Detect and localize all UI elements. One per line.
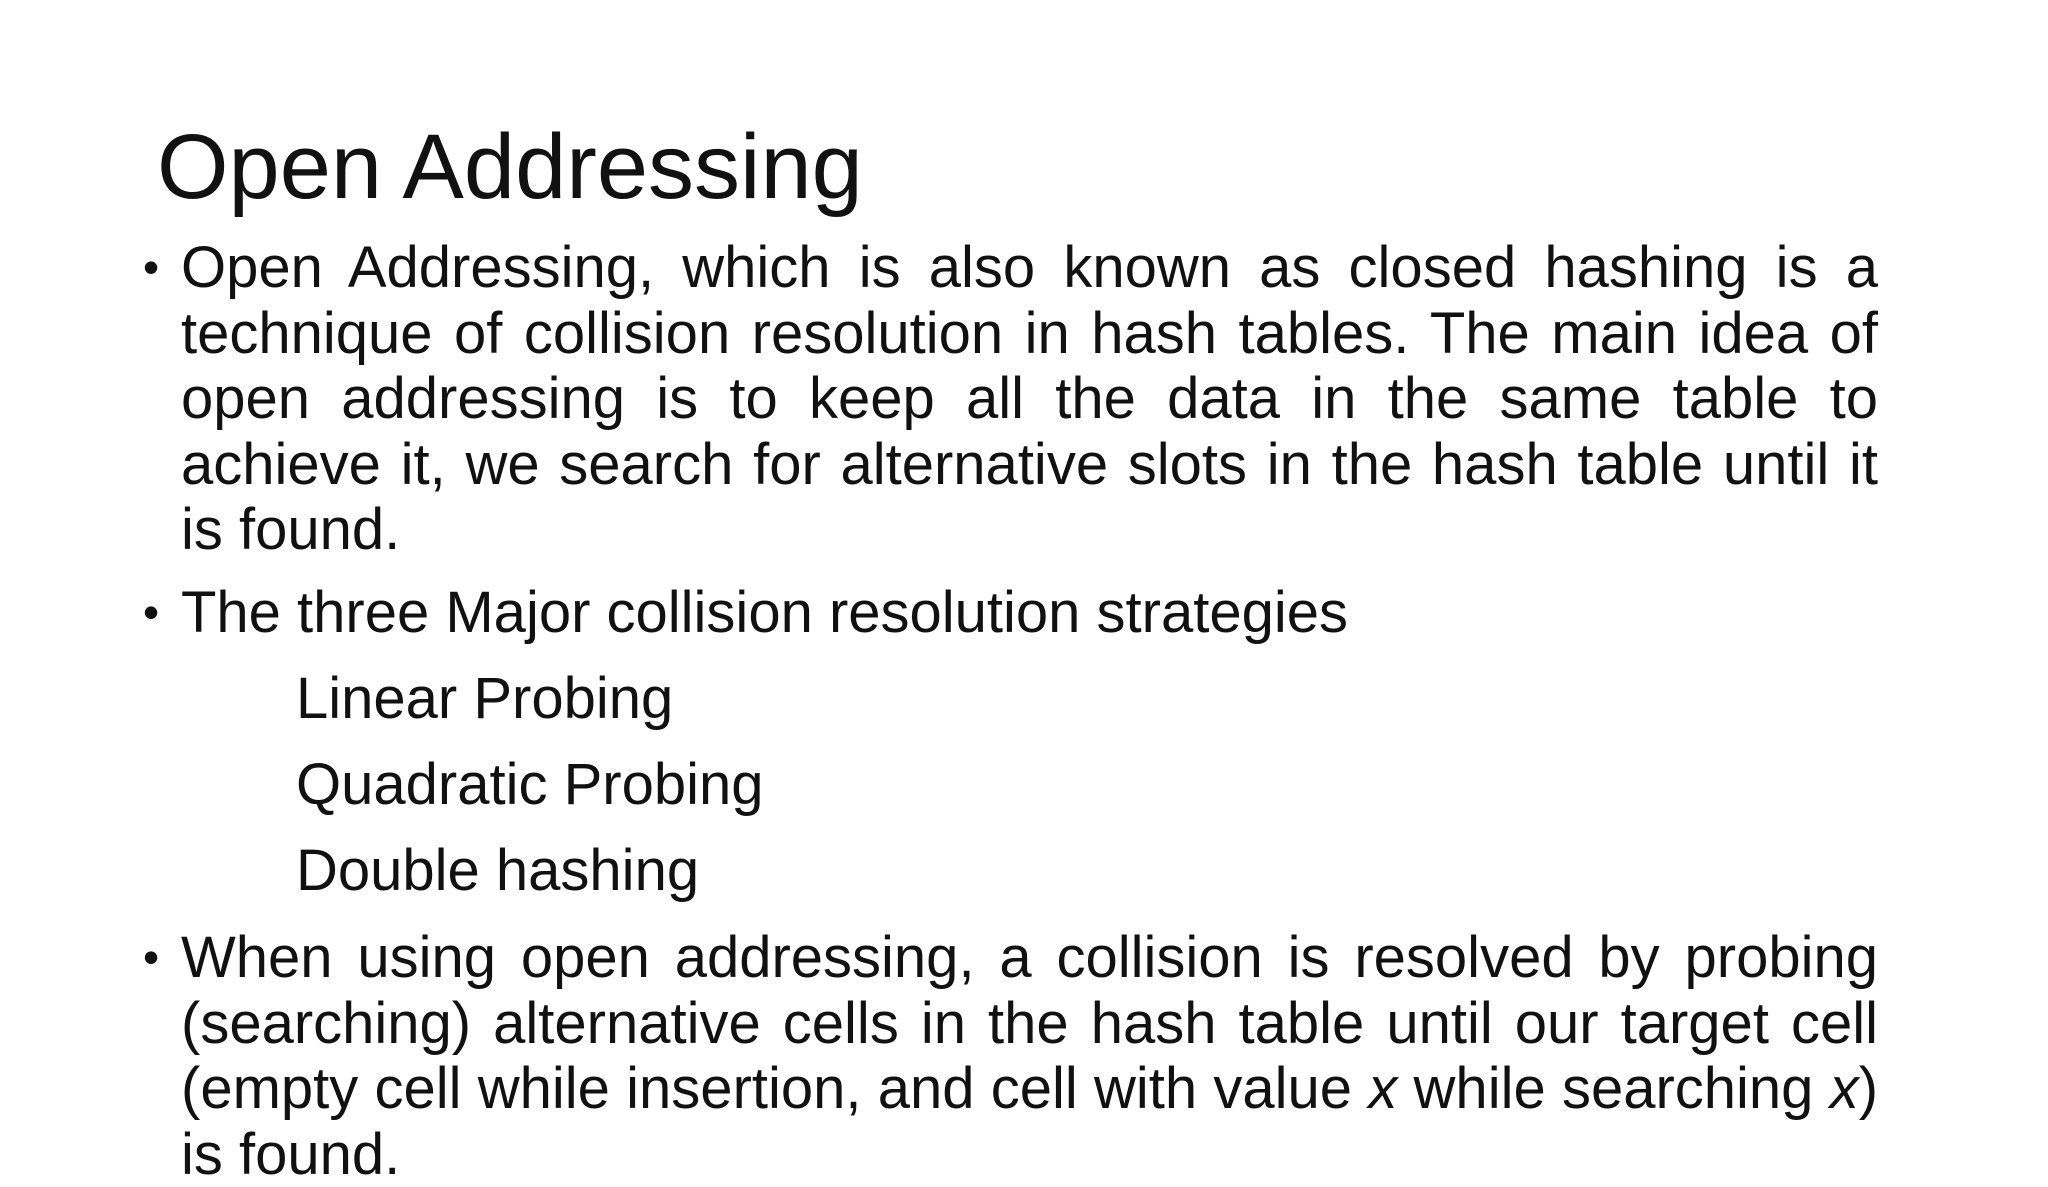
strategy-item-linear-probing: Linear Probing bbox=[296, 666, 674, 731]
bullet-text: Open Addressing, which is also known as closed hashing is a technique of collision resolution in hash tables. The main idea of open addressing is to keep all the data in the same table to achieve it, we search for alternative slots in the hash table until it is found. bbox=[181, 235, 1878, 562]
slide-title: Open Addressing bbox=[157, 116, 863, 218]
bullet-collision-resolution bbox=[143, 925, 1879, 1187]
bullet-text-part: while searching bbox=[1397, 1056, 1830, 1121]
bullet-text: The three Major collision resolution strategies bbox=[181, 580, 1348, 645]
bullet-marker: • bbox=[143, 586, 160, 638]
variable-x: x bbox=[1829, 1056, 1859, 1121]
bullet-text-part: When using open addressing, a collision is resolved by probing (searching) alternative cells in the hash table until our target cell (empty cell while insertion, and cell with value bbox=[181, 925, 1878, 1121]
bullet-marker: • bbox=[143, 241, 160, 293]
variable-x: x bbox=[1368, 1056, 1398, 1121]
bullet-strategies-heading bbox=[143, 580, 1878, 646]
strategy-item-quadratic-probing: Quadratic Probing bbox=[296, 752, 764, 817]
bullet-text-part: ) is found. bbox=[181, 1056, 1879, 1187]
strategy-item-double-hashing: Double hashing bbox=[296, 838, 700, 903]
bullet-marker: • bbox=[143, 931, 160, 983]
bullet-open-addressing-definition bbox=[143, 235, 1878, 563]
